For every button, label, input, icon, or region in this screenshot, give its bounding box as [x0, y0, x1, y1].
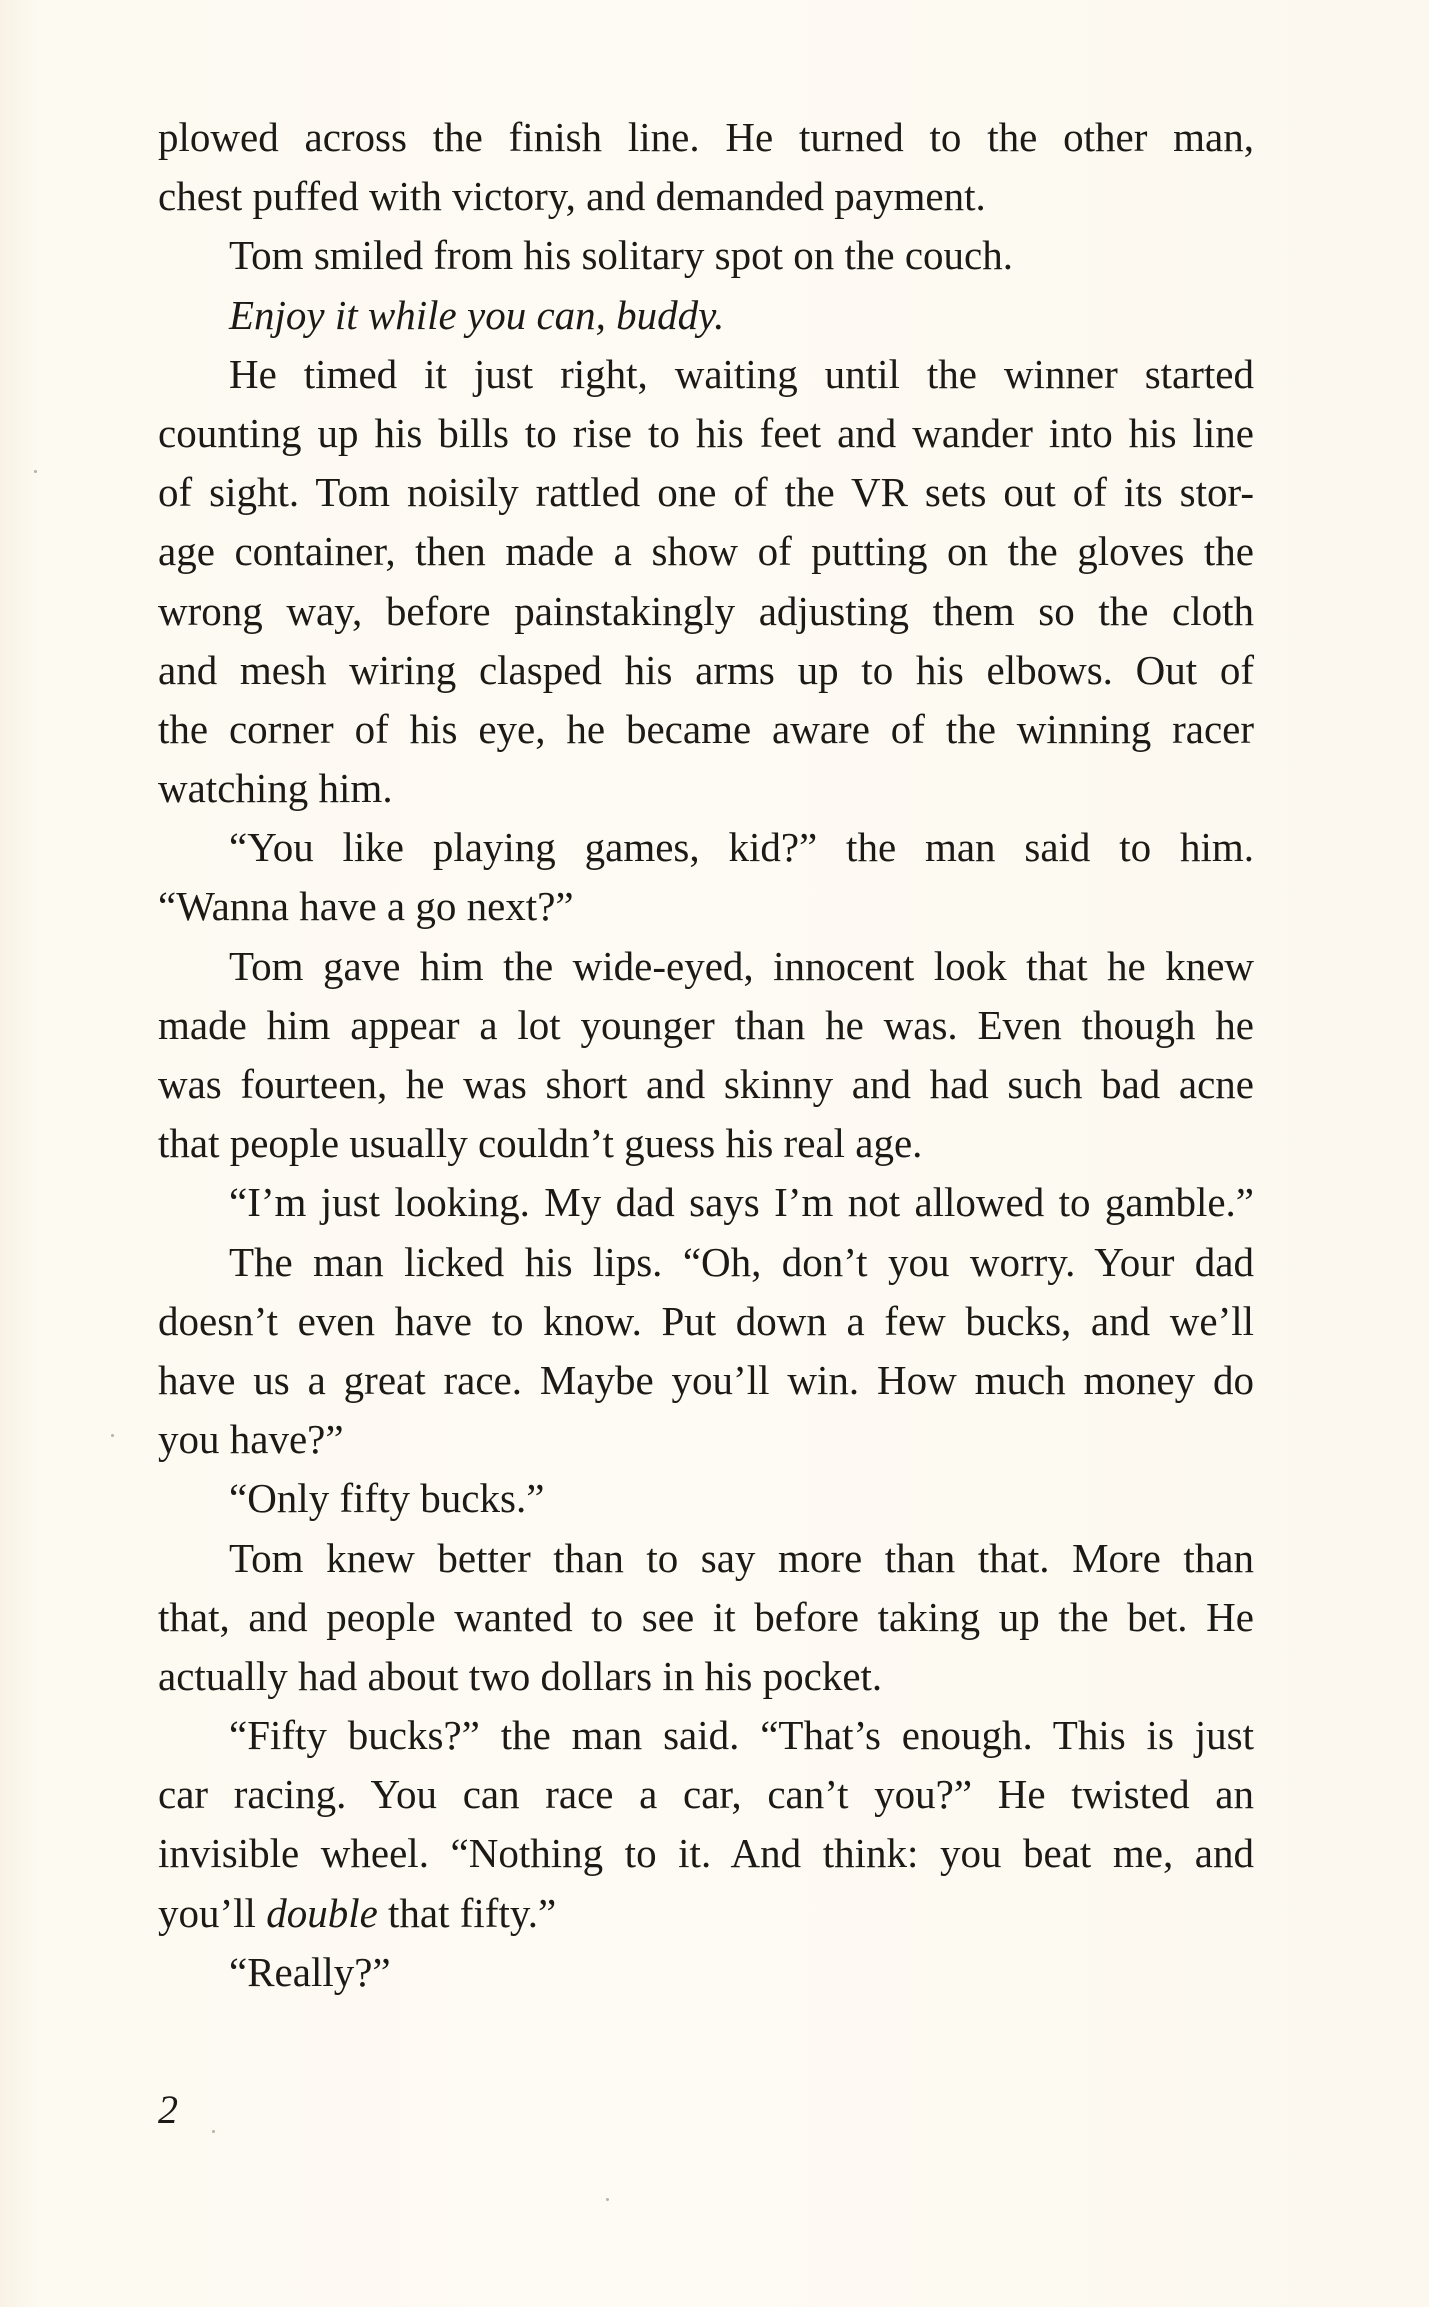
- text-line: Tom gave him the wide-eyed, innocent look that he knew: [229, 942, 1254, 989]
- page-number: 2: [158, 2087, 178, 2132]
- text-line: “You like playing games, kid?” the man said to him.: [229, 824, 1254, 871]
- text-line: Tom smiled from his solitary spot on the couch.: [229, 232, 1014, 279]
- paper-speck: [606, 2198, 609, 2201]
- text-line: was fourteen, he was short and skinny and had such bad acne: [158, 1061, 1254, 1107]
- text-line: chest puffed with victory, and demanded payment.: [158, 173, 986, 220]
- text-line: “Fifty bucks?” the man said. “That’s enough. This is just: [229, 1712, 1254, 1759]
- paper-speck: [111, 1434, 114, 1437]
- text-line: that, and people wanted to see it before taking up the bet. He: [158, 1593, 1254, 1640]
- text-line: that people usually couldn’t guess his real age.: [158, 1120, 923, 1167]
- text-line: you have?”: [158, 1416, 344, 1463]
- text-line: “Wanna have a go next?”: [158, 883, 574, 930]
- text-line: [158, 286, 1254, 345]
- text-line: have us a great race. Maybe you’ll win. How much money do: [158, 1356, 1254, 1403]
- paper-speck: [212, 2130, 215, 2133]
- text-line: car racing. You can race a car, can’t you?” He twisted an: [158, 1771, 1254, 1818]
- text-line: invisible wheel. “Nothing to it. And think: you beat me, and: [158, 1830, 1254, 1877]
- text-line: doesn’t even have to know. Put down a few bucks, and we’ll: [158, 1297, 1254, 1344]
- text-line: watching him.: [158, 765, 393, 812]
- text-segment: you’ll: [158, 1889, 267, 1936]
- text-line: the corner of his eye, he became aware of the winning racer: [158, 705, 1254, 752]
- text-line: “Only fifty bucks.”: [229, 1475, 545, 1522]
- body-text: [158, 108, 1254, 2002]
- text-line: and mesh wiring clasped his arms up to his elbows. Out of: [158, 646, 1254, 693]
- text-line: of sight. Tom noisily rattled one of the VR sets out of its stor-: [158, 469, 1254, 516]
- text-line: actually had about two dollars in his pocket.: [158, 1652, 883, 1699]
- text-line: counting up his bills to rise to his feet and wander into his line: [158, 409, 1254, 456]
- text-line: [158, 1884, 1254, 1943]
- text-line: The man licked his lips. “Oh, don’t you worry. Your dad: [229, 1238, 1254, 1285]
- text-line: “I’m just looking. My dad says I’m not allowed to gamble.”: [229, 1179, 1254, 1226]
- text-line: Tom knew better than to say more than that. More than: [229, 1534, 1254, 1581]
- text-line: made him appear a lot younger than he was. Even though he: [158, 1001, 1254, 1048]
- text-line: plowed across the finish line. He turned to the other man,: [158, 114, 1254, 160]
- text-line: “Really?”: [229, 1948, 391, 1995]
- text-segment: that fifty.”: [377, 1889, 557, 1936]
- italic-word: double: [266, 1889, 378, 1936]
- text-line: wrong way, before painstakingly adjusting them so the cloth: [158, 587, 1254, 634]
- paper-speck: [34, 470, 37, 473]
- italic-thought: Enjoy it while you can, buddy.: [229, 291, 725, 338]
- text-line: age container, then made a show of putting on the gloves the: [158, 528, 1254, 575]
- text-line: He timed it just right, waiting until the winner started: [229, 350, 1254, 397]
